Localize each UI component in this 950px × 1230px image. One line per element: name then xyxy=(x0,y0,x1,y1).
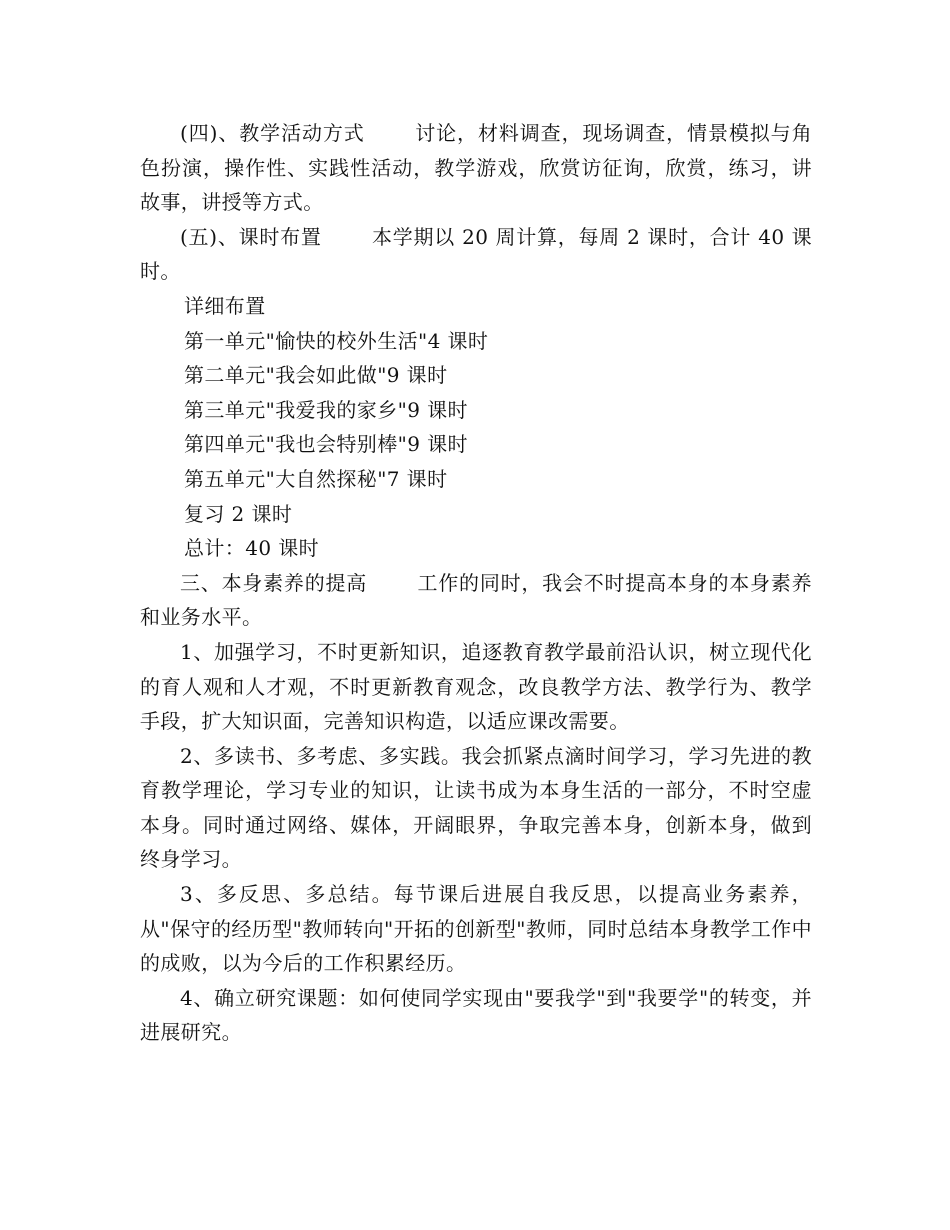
section-5-body: 本学期以 20 周计算，每周 2 课时，合计 40 课时。 xyxy=(140,224,812,284)
schedule-item: 第三单元"我爱我的家乡"9 课时 xyxy=(184,397,468,422)
point-paragraph-1: 1、加强学习，不时更新知识，追逐教育教学最前沿认识，树立现代化的育人观和人才观，不时更新教育观念，改良教学方法、教学行为、教学手段，扩大知识面，完善知识构造，以适应课改需要。 xyxy=(140,639,812,734)
point-paragraph-4: 4、确立研究课题：如何使同学实现由"要我学"到"我要学"的转变，并进展研究。 xyxy=(140,985,812,1045)
point-paragraph-3: 3、多反思、多总结。每节课后进展自我反思，以提高业务素养，从"保守的经历型"教师转向"开拓的创新型"教师，同时总结本身教学工作中的成败，以为今后的工作积累经历。 xyxy=(140,882,812,976)
section-4-paragraph xyxy=(140,116,812,220)
schedule-item: 第一单元"愉快的校外生活"4 课时 xyxy=(184,328,489,353)
section-three-heading: 三、本身素养的提高 xyxy=(180,570,368,595)
section-5-heading: (五)、课时布置 xyxy=(180,224,322,249)
schedule-item: 第二单元"我会如此做"9 课时 xyxy=(184,363,448,388)
section-three-body: 工作的同时，我会不时提高本身的本身素养和业务水平。 xyxy=(140,570,812,630)
schedule-total: 总计：40 课时 xyxy=(184,536,320,561)
schedule-item: 第四单元"我也会特别棒"9 课时 xyxy=(184,432,468,457)
section-4-body: 讨论，材料调查，现场调查，情景模拟与角色扮演，操作性、实践性活动，教学游戏，欣赏访征询，欣赏，练习，讲故事，讲授等方式。 xyxy=(140,121,812,215)
section-5-paragraph xyxy=(140,220,812,289)
schedule-title: 详细布置 xyxy=(184,293,266,318)
section-three-paragraph xyxy=(140,566,812,635)
point-paragraph-2: 2、多读书、多考虑、多实践。我会抓紧点滴时间学习，学习先进的教育教学理论，学习专业的知识，让读书成为本身生活的一部分，不时空虚本身。同时通过网络、媒体，开阔眼界，争取完善本身，创新本身，做到终身学习。 xyxy=(140,743,812,872)
schedule-item: 第五单元"大自然探秘"7 课时 xyxy=(184,466,448,491)
schedule-review: 复习 2 课时 xyxy=(184,501,293,526)
document-body xyxy=(140,116,812,1050)
section-4-heading: (四)、教学活动方式 xyxy=(180,121,365,145)
